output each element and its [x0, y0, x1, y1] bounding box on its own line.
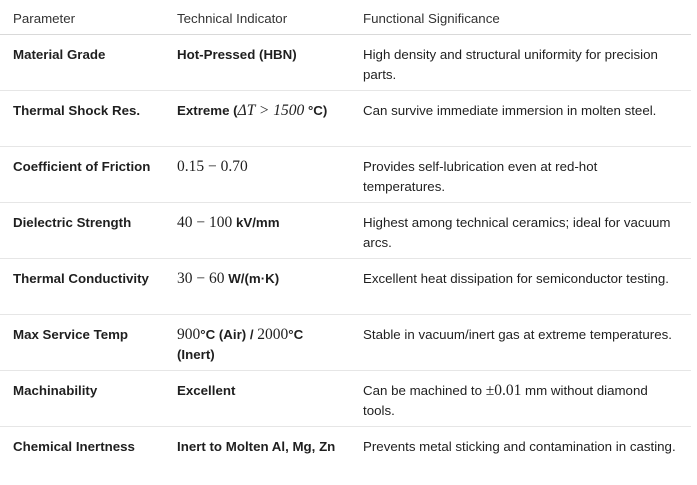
significance-cell: Excellent heat dissipation for semiconductor testing. [350, 258, 691, 314]
significance-cell: Highest among technical ceramics; ideal for vacuum arcs. [350, 202, 691, 258]
table-row [0, 258, 691, 314]
indicator-cell [164, 370, 350, 426]
parameter-cell: Thermal Shock Res. [0, 90, 164, 146]
significance-math: ±0.01 [485, 381, 522, 399]
table-row [0, 370, 691, 426]
significance-cell: Stable in vacuum/inert gas at extreme temperatures. [350, 314, 691, 370]
significance-cell: Prevents metal sticking and contamination in casting. [363, 438, 676, 454]
indicator-cell [164, 426, 350, 482]
indicator-unit: kV/mm [232, 214, 280, 230]
indicator-cell [164, 90, 350, 146]
table-row [0, 34, 691, 90]
header-functional-significance: Functional Significance [350, 0, 691, 34]
significance-text: Can be machined to [363, 382, 486, 398]
indicator-math: ΔT > 1500 [237, 101, 305, 119]
parameter-cell: Dielectric Strength [0, 202, 164, 258]
parameter-cell: Chemical Inertness [13, 438, 135, 454]
indicator-unit: °C) [304, 102, 328, 118]
table-row [0, 146, 691, 202]
indicator-cell [164, 314, 350, 370]
table-row [0, 314, 691, 370]
table-row [0, 90, 691, 146]
indicator-unit: W/(m·K) [224, 270, 280, 286]
parameter-cell: Thermal Conductivity [0, 258, 164, 314]
parameter-cell: Machinability [0, 370, 164, 426]
significance-cell [350, 370, 691, 426]
indicator-math: 30 − 60 [177, 269, 225, 287]
table-body [0, 34, 691, 482]
table-row [0, 426, 691, 482]
indicator-math: 0.15 − 0.70 [177, 157, 248, 175]
indicator-math: 40 − 100 [177, 213, 233, 231]
indicator-unit: °C (Air) / [200, 326, 258, 342]
table-header [0, 0, 691, 34]
significance-text-2: mm without diamond tools. [363, 382, 648, 418]
indicator-text: Hot-Pressed (HBN) [177, 46, 297, 62]
indicator-math: 900 [177, 325, 201, 343]
parameter-cell: Coefficient of Friction [0, 146, 164, 202]
significance-cell: Provides self-lubrication even at red-hot temperatures. [350, 146, 691, 202]
significance-cell: High density and structural uniformity for precision parts. [350, 34, 691, 90]
indicator-text: Inert to Molten Al, Mg, Zn [177, 438, 336, 454]
indicator-text: Excellent [177, 382, 236, 398]
indicator-unit-2: °C (Inert) [177, 326, 304, 362]
indicator-cell [164, 34, 350, 90]
indicator-cell [164, 258, 350, 314]
header-technical-indicator: Technical Indicator [164, 0, 350, 34]
parameter-cell: Material Grade [0, 34, 164, 90]
header-row [0, 0, 691, 34]
indicator-cell [164, 202, 350, 258]
parameter-cell: Max Service Temp [0, 314, 164, 370]
significance-cell: Can survive immediate immersion in molten steel. [350, 90, 691, 146]
indicator-cell [164, 146, 350, 202]
table-row [0, 202, 691, 258]
indicator-math-2: 2000 [257, 325, 289, 343]
header-parameter: Parameter [0, 0, 164, 34]
indicator-text: Extreme ( [177, 102, 238, 118]
